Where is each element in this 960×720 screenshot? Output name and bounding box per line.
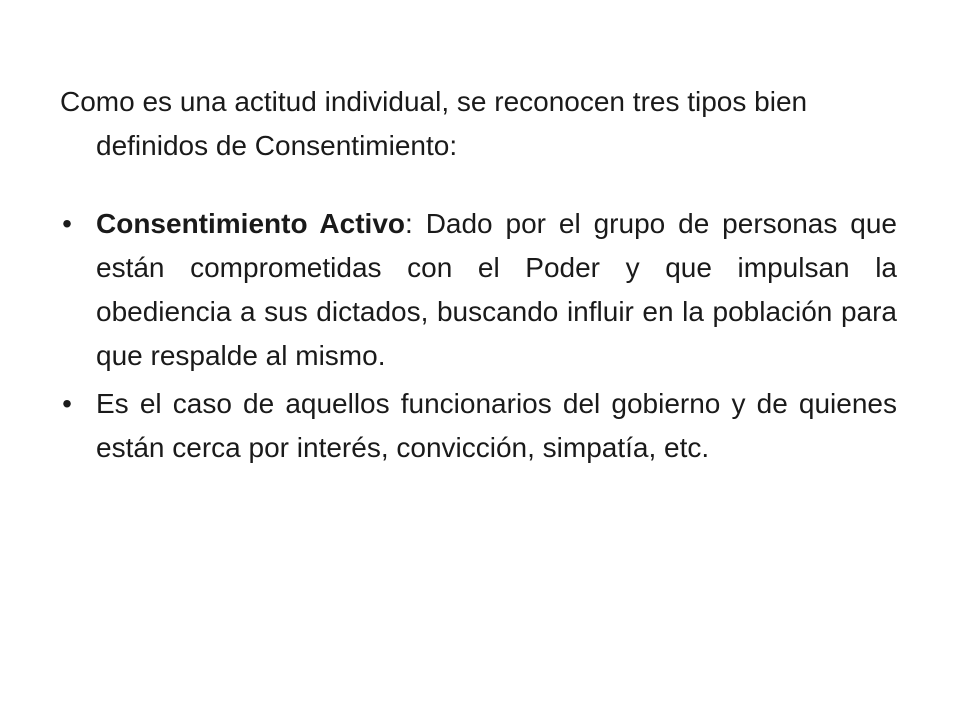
bullet-list: [60, 202, 897, 470]
bullet-item-funcionarios: [60, 382, 897, 470]
bullet-text: Es el caso de aquellos funcionarios del gobierno y de quienes están cerca por interés, convicción, simpatía, etc.: [96, 388, 897, 463]
bullet-marker: •: [62, 388, 72, 419]
intro-paragraph: Como es una actitud individual, se reconocen tres tipos bien definidos de Consentimiento:: [60, 86, 808, 161]
bullet-marker: •: [62, 208, 72, 239]
bullet-term: Consentimiento Activo: [96, 208, 405, 239]
bullet-text: : Dado por el grupo de personas que están comprometidas con el Poder y que impulsan la obediencia a sus dictados, buscando influir en la población para que respalde al mismo.: [96, 208, 897, 371]
bullet-item-consentimiento-activo: [60, 202, 897, 378]
slide-body: [60, 80, 897, 474]
